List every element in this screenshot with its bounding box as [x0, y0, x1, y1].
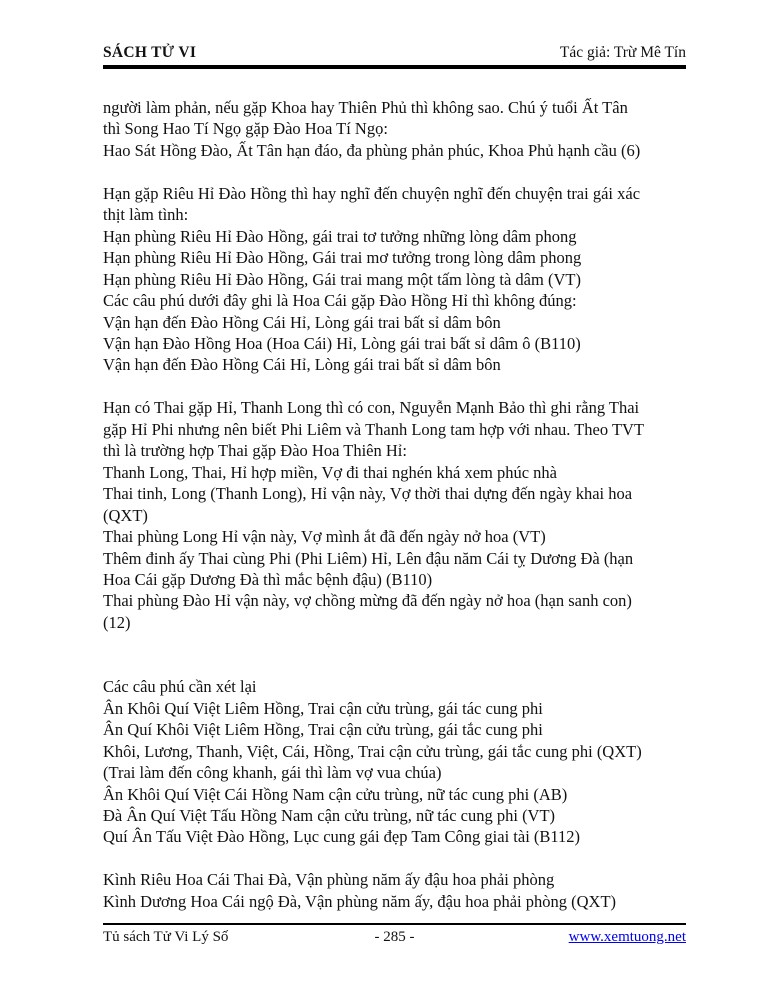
text-line: (12)	[103, 612, 131, 632]
blank-line	[103, 376, 703, 397]
text-line: Đà Ân Quí Việt Tấu Hồng Nam cận cửu trùng, nữ tác cung phi (VT)	[103, 805, 556, 825]
text-line: Thai tinh, Long (Thanh Long), Hỉ vận này, Vợ thời thai dựng đến ngày khai hoa	[103, 484, 633, 504]
text-line: Ân Quí Khôi Việt Liêm Hồng, Trai cận cửu trùng, gái tắc cung phi	[103, 720, 543, 740]
text-line: Thanh Long, Thai, Hỉ hợp miền, Vợ đi thai nghén khá xem phúc nhà	[103, 462, 558, 482]
book-title: SÁCH TỬ VI	[103, 44, 197, 61]
text-line: Hạn có Thai gặp Hỉ, Thanh Long thì có con, Nguyễn Mạnh Bảo thì ghi rằng Thai	[103, 398, 640, 418]
text-line: Hao Sát Hồng Đào, Ất Tân hạn đáo, đa phùng phản phúc, Khoa Phủ hạnh cầu (6)	[103, 140, 641, 160]
blank-line	[103, 848, 703, 869]
blank-line	[103, 161, 703, 182]
footer-rule	[103, 923, 686, 925]
text-line: Khôi, Lương, Thanh, Việt, Cái, Hồng, Trai cận cửu trùng, gái tắc cung phi (QXT)	[103, 741, 642, 761]
text-line: Hạn phùng Riêu Hỉ Đào Hồng, gái trai tơ tưởng những lòng dâm phong	[103, 226, 577, 246]
text-line: Hạn phùng Riêu Hỉ Đào Hồng, Gái trai mang một tấm lòng tà dâm (VT)	[103, 269, 581, 289]
blank-line	[103, 633, 703, 654]
text-line: Các câu phú cần xét lại	[103, 677, 257, 697]
text-line: Vận hạn Đào Hồng Hoa (Hoa Cái) Hỉ, Lòng gái trai bất sỉ dâm ô (B110)	[103, 333, 581, 353]
text-line: Vận hạn đến Đào Hồng Cái Hỉ, Lòng gái trai bất sỉ dâm bôn	[103, 312, 501, 332]
author-label: Tác giả: Trừ Mê Tín	[559, 44, 686, 61]
text-line: người làm phản, nếu gặp Khoa hay Thiên Phủ thì không sao. Chú ý tuổi Ất Tân	[103, 98, 628, 117]
text-line: Ân Khôi Quí Việt Liêm Hồng, Trai cận cửu trùng, gái tác cung phi	[103, 698, 543, 718]
text-line: Thêm đinh ấy Thai cùng Phi (Phi Liêm) Hỉ, Lên đậu năm Cái tỵ Dương Đà (hạn	[103, 548, 634, 568]
text-line: Hạn gặp Riêu Hỉ Đào Hồng thì hay nghĩ đến chuyện nghĩ đến chuyện trai gái xác	[103, 183, 641, 203]
text-line: Kình Riêu Hoa Cái Thai Đà, Vận phùng năm ấy đậu hoa phải phòng	[103, 870, 555, 890]
series-label: Tủ sách Tử Vi Lý Số	[103, 929, 229, 945]
text-line: Hoa Cái gặp Dương Đà thì mắc bệnh đậu) (B110)	[103, 569, 433, 589]
text-line: Ân Khôi Quí Việt Cái Hồng Nam cận cửu trùng, nữ tác cung phi (AB)	[103, 784, 568, 804]
page-number: - 285 -	[374, 929, 415, 945]
text-line: Quí Ân Tấu Việt Đào Hồng, Lục cung gái đẹp Tam Công giai tài (B112)	[103, 827, 581, 847]
text-line: (Trai làm đến công khanh, gái thì làm vợ vua chúa)	[103, 763, 442, 783]
text-line: Vận hạn đến Đào Hồng Cái Hỉ, Lòng gái trai bất sỉ dâm bôn	[103, 355, 501, 375]
text-line: thịt làm tình:	[103, 205, 189, 225]
text-line: Các câu phú dưới đây ghi là Hoa Cái gặp Đào Hồng Hỉ thì không đúng:	[103, 291, 577, 311]
text-line: thì là trường hợp Thai gặp Đào Hoa Thiên Hỉ:	[103, 441, 407, 461]
text-line: Kình Dương Hoa Cái ngộ Đà, Vận phùng năm ấy, đậu hoa phải phòng (QXT)	[103, 891, 617, 911]
page-header	[103, 44, 686, 62]
blank-line	[103, 655, 703, 676]
body-text	[103, 97, 703, 912]
header-rule	[103, 65, 686, 69]
text-line: Thai phùng Long Hỉ vận này, Vợ mình ắt đã đến ngày nở hoa (VT)	[103, 527, 546, 547]
page-footer	[103, 929, 686, 946]
text-line: (QXT)	[103, 505, 148, 525]
text-line: thì Song Hao Tí Ngọ gặp Đào Hoa Tí Ngọ:	[103, 119, 388, 139]
website-link[interactable]: www.xemtuong.net	[568, 929, 686, 945]
text-line: gặp Hỉ Phi nhưng nên biết Phi Liêm và Thanh Long tam hợp với nhau. Theo TVT	[103, 419, 645, 439]
text-line: Hạn phùng Riêu Hỉ Đào Hồng, Gái trai mơ tưởng trong lòng dâm phong	[103, 248, 582, 268]
text-line: Thai phùng Đào Hỉ vận này, vợ chồng mừng đã đến ngày nở hoa (hạn sanh con)	[103, 591, 632, 611]
